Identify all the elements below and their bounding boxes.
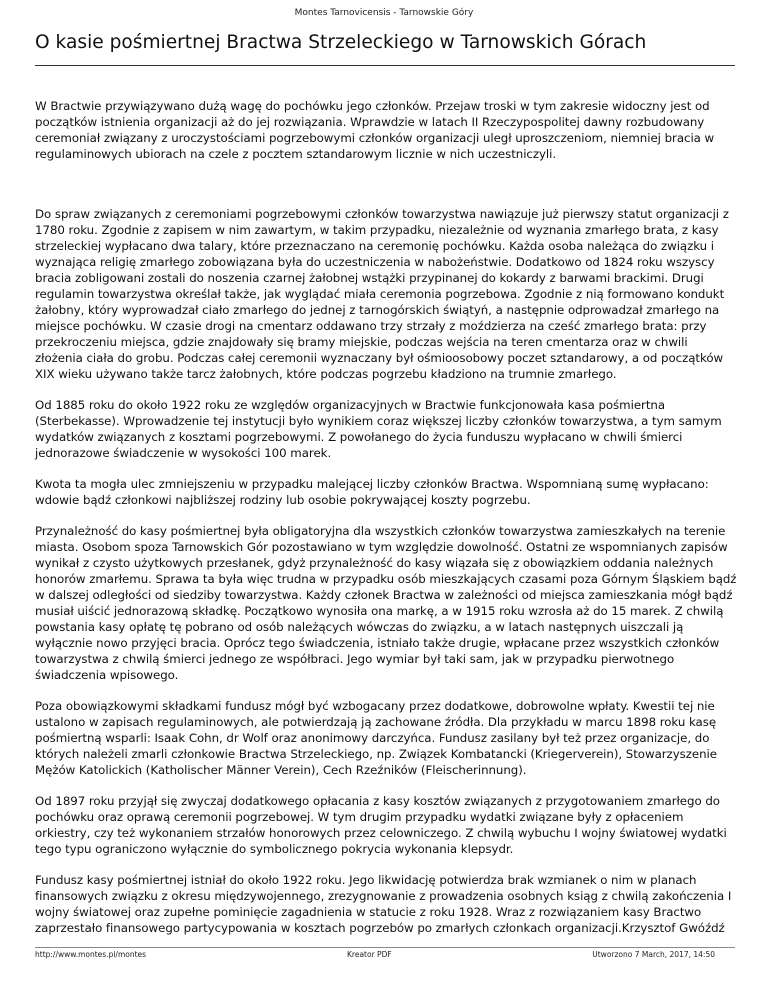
article-paragraph: Przynależność do kasy pośmiertnej była obligatoryjna dla wszystkich członków towarzystwa zamieszkałych na terenie miasta. Osobom spoza Tarnowskich Gór pozostawiano w tym względzie dowolność. Ostatni ze wspomnianych zapisów wynikał z czysto użytkowych przesłanek, gdyż przynależność do kasy wiązała się z obowiązkiem oddania należnych honorów zmarłemu. Sprawa ta była więc trudna w przypadku osób mieszkających czasami poza Górnym Śląskiem bądź w dalszej odległości od siedziby towarzystwa. Każdy członek Bractwa w zależności od miejsca zamieszkania mógł bądź musiał uiścić jednorazową składkę. Początkowo wynosiła ona markę, a w 1915 roku wzrosła aż do 15 marek. Z chwilą powstania kasy opłatę tę pobrano od osób należących wówczas do związku, a w latach następnych uiszczali ją wyłącznie nowo przyjęci bracia. Oprócz tego świadczenia, istniało także drugie, wpłacane przez wszystkich członków towarzystwa z chwilą śmierci jednego ze współbraci. Jego wymiar był taki sam, jak w przypadku pierwotnego świadczenia wpisowego. (35, 524, 737, 682)
footer-divider (35, 947, 735, 948)
article-paragraph: Poza obowiązkowymi składkami fundusz mógł być wzbogacany przez dodatkowe, dobrowolne wpłaty. Kwestii tej nie ustalono w zapisach regulaminowych, ale potwierdzają ją zachowane źródła. Dla przykładu w marcu 1898 roku kasę pośmiertną wsparli: Isaak Cohn, dr Wolf oraz anonimowy darczyńca. Fundusz zasilany był też przez organizacje, do których należeli zmarli członkowie Bractwa Strzeleckiego, np. Związek Kombatancki (Kriegerverein), Stowarzyszenie Mężów Katolickich (Katholischer Männer Verein), Cech Rzeźników (Fleischerinnung). (35, 699, 717, 777)
article-paragraph: Fundusz kasy pośmiertnej istniał do około 1922 roku. Jego likwidację potwierdza brak wzmianek o nim w planach finansowych związku z okresu międzywojennego, zrezygnowanie z prowadzenia osobnych ksiąg z chwilą zakończenia I wojny światowej oraz zupełne pominięcie zagadnienia w statucie z roku 1928. Wraz z rozwiązaniem kasy Bractwo zaprzestało finansowego partycypowania w kosztach pogrzebów po zmarłych członkach organizacji.Krzysztof Gwóźdź (35, 873, 732, 935)
footer-generator: Kreator PDF (347, 950, 392, 959)
article-paragraph: Do spraw związanych z ceremoniami pogrzebowymi członków towarzystwa nawiązuje już pierwszy statut organizacji z 1780 roku. Zgodnie z zapisem w nim zawartym, w takim przypadku, niezależnie od wyznania zmarłego brata, z kasy strzeleckiej wypłacano dwa talary, które przeznaczano na ceremonię pochówku. Każda osoba należąca do związku i wyznająca religię zmarłego zobowiązana była do uczestniczenia w nabożeństwie. Dodatkowo od 1824 roku wszyscy bracia zobligowani zostali do noszenia czarnej żałobnej wstążki przypinanej do kokardy z barwami brackimi. Drugi regulamin towarzystwa określał także, jak wyglądać miała ceremonia pogrzebowa. Zgodnie z nią formowano kondukt żałobny, który wyprowadzał ciało zmarłego do jednej z tarnogórskich świątyń, a następnie odprowadzał zmarłego na miejsce pochówku. W czasie drogi na cmentarz oddawano trzy strzały z moździerza na cześć zmarłego brata: przy przekroczeniu miejsca, gdzie znajdowały się bramy miejskie, podczas wejścia na teren cmentarza oraz w chwili złożenia ciała do grobu. Podczas całej ceremonii wyznaczany był ośmioosobowy poczet sztandarowy, a od początków XIX wieku używano także tarcz żałobnych, które podczas pogrzebu kładziono na trumnie zmarłego. (35, 207, 729, 381)
article-paragraph: Od 1897 roku przyjął się zwyczaj dodatkowego opłacania z kasy kosztów związanych z przygotowaniem zmarłego do pochówku oraz oprawą ceremonii pogrzebowej. W tym drugim przypadku wydatki związane były z opłaceniem orkiestry, czy też wykonaniem strzałów honorowych przez celowniczego. Z chwilą wybuchu I wojny światowej wydatki tego typu ograniczono wyłącznie do symbolicznego pokrycia wykonania klepsydr. (35, 794, 727, 856)
footer-created-date: Utworzono 7 March, 2017, 14:50 (592, 950, 715, 959)
article-paragraph: Od 1885 roku do około 1922 roku ze względów organizacyjnych w Bractwie funkcjonowała kasa pośmiertna (Sterbekasse). Wprowadzenie tej instytucji było wynikiem coraz większej liczby członków towarzystwa, a tym samym wydatków związanych z kosztami pogrzebowymi. Z powołanego do życia funduszu wypłacano w chwili śmierci jednorazowe świadczenie w wysokości 100 marek. (35, 398, 722, 460)
article-body (35, 98, 737, 951)
article-paragraph: W Bractwie przywiązywano dużą wagę do pochówku jego członków. Przejaw troski w tym zakresie widoczny jest od początków istnienia organizacji aż do jej rozwiązania. Wprawdzie w latach II Rzeczypospolitej dawny rozbudowany ceremoniał związany z uroczystościami pogrzebowymi członków organizacji uległ uproszczeniom, niemniej bracia w regulaminowych ubiorach na czele z pocztem sztandarowym licznie w nich uczestniczyli. (35, 99, 715, 161)
page-footer (35, 950, 735, 962)
title-divider (35, 65, 735, 66)
page-title: O kasie pośmiertnej Bractwa Strzeleckiego w Tarnowskich Górach (35, 32, 647, 53)
article-paragraph: Kwota ta mogła ulec zmniejszeniu w przypadku malejącej liczby członków Bractwa. Wspomnianą sumę wypłacano: wdowie bądź członkowi najbliższej rodziny lub osobie pokrywającej koszty pogrzebu. (35, 477, 709, 507)
site-header: Montes Tarnovicensis - Tarnowskie Góry (294, 8, 474, 18)
footer-url-link[interactable]: http://www.montes.pl/montes (35, 950, 147, 959)
